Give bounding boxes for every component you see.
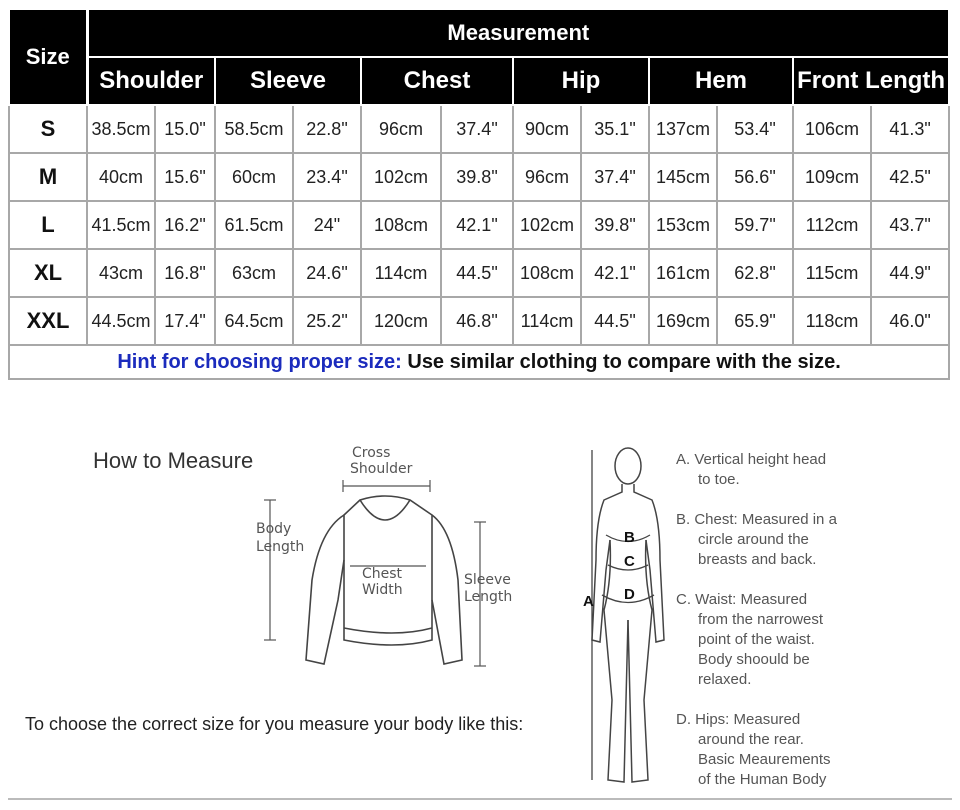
measurement-header: Measurement xyxy=(87,9,949,57)
instruction-text: To choose the correct size for you measure your body like this: xyxy=(25,714,524,734)
label-sleeve: Sleeve xyxy=(464,572,511,588)
legend-item-line: point of the waist. xyxy=(698,631,815,648)
hint-text: Use similar clothing to compare with the size. xyxy=(401,350,841,373)
category-header-hem: Hem xyxy=(649,57,793,105)
label-shoulder: Shoulder xyxy=(350,461,413,477)
table-cell: 106cm xyxy=(793,105,871,153)
garment-diagram xyxy=(250,440,530,680)
legend-item-line: Basic Meaurements xyxy=(698,751,831,768)
table-cell: 23.4" xyxy=(293,153,361,201)
table-cell: 109cm xyxy=(793,153,871,201)
legend-item-title: C. Waist: Measured xyxy=(676,591,808,608)
table-cell: 137cm xyxy=(649,105,717,153)
table-cell: 58.5cm xyxy=(215,105,293,153)
table-cell: 15.0" xyxy=(155,105,215,153)
table-cell: 22.8" xyxy=(293,105,361,153)
table-cell: 145cm xyxy=(649,153,717,201)
size-label: M xyxy=(9,153,87,201)
table-cell: 37.4" xyxy=(581,153,649,201)
size-column-header: Size xyxy=(9,9,87,105)
legend-item-title: A. Vertical height head xyxy=(676,451,827,468)
table-cell: 42.1" xyxy=(581,249,649,297)
table-cell: 64.5cm xyxy=(215,297,293,345)
legend-item-line: circle around the xyxy=(698,531,809,548)
bottom-divider xyxy=(8,798,952,800)
table-cell: 35.1" xyxy=(581,105,649,153)
size-label: L xyxy=(9,201,87,249)
legend-item-line: from the narrowest xyxy=(698,611,824,628)
category-header-row xyxy=(9,57,949,105)
table-cell: 65.9" xyxy=(717,297,793,345)
letter-a: A xyxy=(583,593,594,610)
measurement-legend xyxy=(676,450,876,810)
table-cell: 114cm xyxy=(361,249,441,297)
legend-item xyxy=(676,710,876,790)
size-chart-table xyxy=(8,8,950,380)
legend-item-line: to toe. xyxy=(698,471,740,488)
table-cell: 108cm xyxy=(361,201,441,249)
legend-item-line: around the rear. xyxy=(698,731,804,748)
table-cell: 56.6" xyxy=(717,153,793,201)
table-row xyxy=(9,201,949,249)
table-cell: 24" xyxy=(293,201,361,249)
size-rows xyxy=(9,105,949,345)
legend-item-title: B. Chest: Measured in a xyxy=(676,511,837,528)
table-cell: 16.8" xyxy=(155,249,215,297)
table-cell: 39.8" xyxy=(441,153,513,201)
table-cell: 60cm xyxy=(215,153,293,201)
table-row xyxy=(9,153,949,201)
table-cell: 37.4" xyxy=(441,105,513,153)
table-cell: 46.0" xyxy=(871,297,949,345)
letter-d: D xyxy=(624,586,635,603)
table-cell: 115cm xyxy=(793,249,871,297)
letter-c: C xyxy=(624,553,635,570)
legend-item xyxy=(676,450,876,490)
category-header-shoulder: Shoulder xyxy=(87,57,215,105)
table-cell: 42.5" xyxy=(871,153,949,201)
size-label: XXL xyxy=(9,297,87,345)
table-cell: 96cm xyxy=(361,105,441,153)
legend-item-line: of the Human Body xyxy=(698,771,827,788)
label-sleeve-length: Length xyxy=(464,589,513,605)
label-chest: Chest xyxy=(362,566,403,582)
label-width: Width xyxy=(362,582,403,598)
legend-item-line: relaxed. xyxy=(698,671,752,688)
table-cell: 59.7" xyxy=(717,201,793,249)
table-cell: 40cm xyxy=(87,153,155,201)
label-body-length: Length xyxy=(256,539,305,555)
table-cell: 38.5cm xyxy=(87,105,155,153)
table-cell: 102cm xyxy=(361,153,441,201)
table-cell: 15.6" xyxy=(155,153,215,201)
size-label: S xyxy=(9,105,87,153)
table-cell: 90cm xyxy=(513,105,581,153)
table-cell: 42.1" xyxy=(441,201,513,249)
table-cell: 96cm xyxy=(513,153,581,201)
table-cell: 44.9" xyxy=(871,249,949,297)
table-cell: 25.2" xyxy=(293,297,361,345)
table-cell: 114cm xyxy=(513,297,581,345)
legend-item-line: Body shoould be xyxy=(698,651,810,668)
how-to-measure-title: How to Measure xyxy=(93,448,254,473)
hint-lead: Hint for choosing proper size: xyxy=(117,350,402,373)
table-cell: 44.5cm xyxy=(87,297,155,345)
category-header-sleeve: Sleeve xyxy=(215,57,361,105)
table-cell: 108cm xyxy=(513,249,581,297)
table-cell: 44.5" xyxy=(581,297,649,345)
table-cell: 53.4" xyxy=(717,105,793,153)
measure-lines xyxy=(592,450,654,780)
table-cell: 39.8" xyxy=(581,201,649,249)
table-cell: 118cm xyxy=(793,297,871,345)
category-header-chest: Chest xyxy=(361,57,513,105)
table-cell: 43.7" xyxy=(871,201,949,249)
label-cross: Cross xyxy=(352,445,391,461)
table-cell: 153cm xyxy=(649,201,717,249)
human-body-diagram xyxy=(570,440,670,800)
category-header-hip: Hip xyxy=(513,57,649,105)
table-cell: 120cm xyxy=(361,297,441,345)
table-cell: 44.5" xyxy=(441,249,513,297)
table-cell: 63cm xyxy=(215,249,293,297)
table-cell: 161cm xyxy=(649,249,717,297)
legend-item-title: D. Hips: Measured xyxy=(676,711,801,728)
table-cell: 112cm xyxy=(793,201,871,249)
table-cell: 102cm xyxy=(513,201,581,249)
category-header-front-length: Front Length xyxy=(793,57,949,105)
letter-b: B xyxy=(624,529,635,546)
table-cell: 43cm xyxy=(87,249,155,297)
table-cell: 62.8" xyxy=(717,249,793,297)
table-row xyxy=(9,297,949,345)
table-cell: 24.6" xyxy=(293,249,361,297)
legend-item xyxy=(676,590,876,690)
table-cell: 41.5cm xyxy=(87,201,155,249)
table-cell: 61.5cm xyxy=(215,201,293,249)
table-cell: 17.4" xyxy=(155,297,215,345)
table-row xyxy=(9,249,949,297)
hint-row xyxy=(9,345,949,379)
table-cell: 46.8" xyxy=(441,297,513,345)
size-label: XL xyxy=(9,249,87,297)
legend-item-line: breasts and back. xyxy=(698,551,817,568)
table-cell: 169cm xyxy=(649,297,717,345)
legend-item xyxy=(676,510,876,570)
table-cell: 16.2" xyxy=(155,201,215,249)
hint-cell xyxy=(9,345,949,379)
table-row xyxy=(9,105,949,153)
table-cell: 41.3" xyxy=(871,105,949,153)
body-outline xyxy=(592,448,664,782)
label-body: Body xyxy=(256,521,292,537)
